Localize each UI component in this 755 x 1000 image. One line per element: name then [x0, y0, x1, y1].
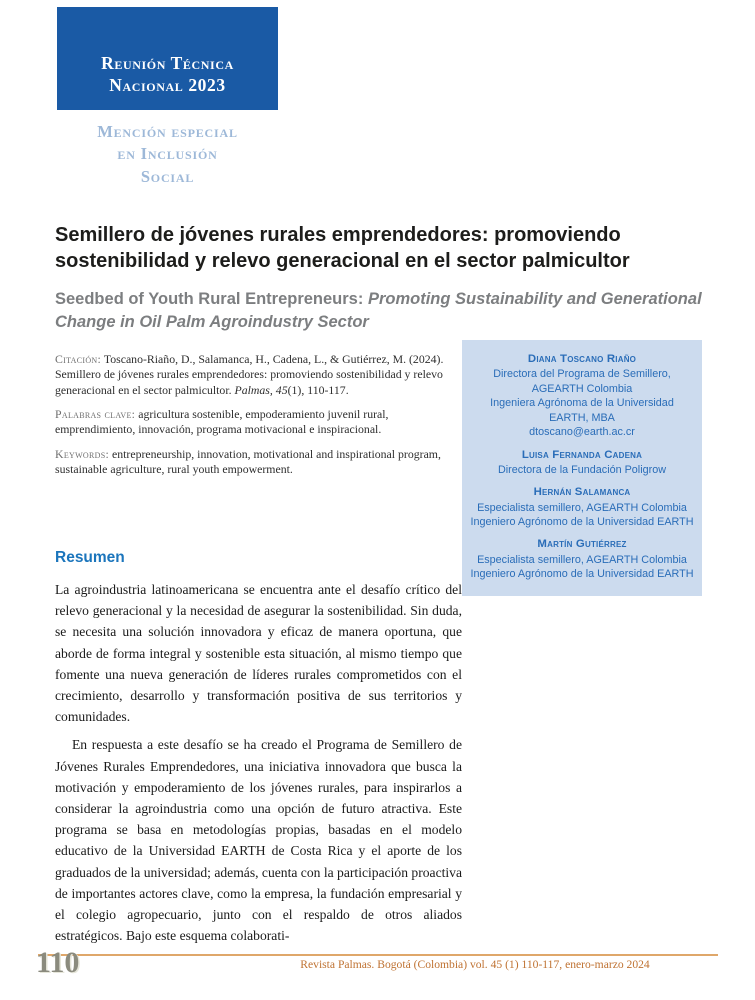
article-title-english-roman: Seedbed of Youth Rural Entrepreneurs: [55, 290, 368, 308]
mention-line1: Mención especial [97, 122, 238, 141]
keywords-english-label: Keywords: [55, 446, 110, 461]
event-title-line2: Nacional 2023 [109, 75, 226, 96]
page-number: 110 [36, 946, 80, 979]
author-email-link[interactable]: dtoscano@earth.ac.cr [529, 426, 635, 439]
citation-text: Toscano-Riaño, D., Salamanca, H., Cadena, L., & Gutiérrez, M. (2024). Semillero de jóvenes rurales emprendedores: promoviendo sostenibilidad y relevo generacional en el sector palmicultor. [55, 352, 444, 397]
author-entry [470, 352, 694, 440]
author-role: Ingeniera Agrónoma de la Universidad EARTH, MBA [490, 397, 674, 424]
author-name: Hernán Salamanca [533, 486, 631, 499]
abstract-body [55, 579, 462, 946]
mention-line2: en Inclusión [117, 144, 218, 164]
author-entry [470, 485, 694, 529]
citation-journal: Palmas, 45 [234, 382, 288, 397]
author-name: Diana Toscano Riaño [527, 353, 637, 365]
journal-footer-line: Revista Palmas. Bogotá (Colombia) vol. 45 (1) 110-117, enero-marzo 2024 [300, 958, 650, 971]
author-role: Directora de la Fundación Poligrow [497, 463, 667, 476]
footer-rule [38, 954, 718, 956]
author-entry [470, 448, 694, 478]
mention-line3: Social [140, 166, 195, 186]
article-title-spanish: Semillero de jóvenes rurales emprendedores: promoviendo sostenibilidad y relevo generacional en el sector palmicultor [55, 224, 630, 273]
citation-label: Citación: [55, 352, 102, 366]
event-banner [57, 7, 278, 110]
citation-pages: (1), 110-117. [287, 382, 349, 397]
author-name: Martín Gutiérrez [537, 538, 627, 551]
author-role: Especialista semillero, AGEARTH Colombia [477, 501, 687, 514]
event-title-line1: Reunión Técnica [101, 52, 234, 73]
keywords-spanish-text: agricultura sostenible, empoderamiento juvenil rural, emprendimiento, innovación, programa motivacional e inspiracional. [55, 406, 389, 437]
abstract-heading: Resumen [55, 549, 125, 566]
author-role: Ingeniero Agrónomo de la Universidad EARTH [470, 516, 694, 529]
article-metadata [55, 352, 457, 486]
authors-box [462, 340, 702, 596]
author-role: Directora del Programa de Semillero, AGEARTH Colombia [493, 368, 671, 395]
keywords-spanish-label: Palabras clave: [55, 406, 136, 421]
abstract-paragraph-2: En respuesta a este desafío se ha creado el Programa de Semillero de Jóvenes Rurales Emprendedores, una iniciativa innovadora que busca la motivación y empoderamiento de los jóvenes rurales, para inspirarlos a considerar la agroindustria como una opción de futuro atractiva. Este programa se basa en metodologías propias, basadas en el modelo educativo de la Universidad EARTH de Costa Rica y el aporte de los graduados de la universidad; además, cuenta con la participación proactiva de importantes actores clave, como la empresa, la fundación empresarial y el colegio agropecuario, junto con el respaldo de otros aliados estratégicos. Bajo este esquema colaborati- [55, 737, 462, 944]
article-title-english [55, 288, 705, 334]
author-role: Ingeniero Agrónomo de la Universidad EARTH [470, 568, 694, 581]
keywords-english [55, 447, 457, 478]
keywords-english-text: entrepreneurship, innovation, motivational and inspirational program, sustainable agriculture, rural youth empowerment. [55, 446, 441, 476]
article-title-english-italic: Promoting Sustainability and Generational Change in Oil Palm Agroindustry Sector [55, 290, 702, 332]
abstract-paragraph-1: La agroindustria latinoamericana se encuentra ante el desafío crítico del relevo generacional y la necesidad de asegurar la sostenibilidad. Sin duda, se necesita una solución innovadora y eficaz de manera oportuna, que aborde de forma integral y sostenible esta situación, al mismo tiempo que fomente una nueva generación de líderes rurales comprometidos con el crecimiento, desarrollo y transformación positiva de sus territorios y comunidades. [55, 582, 462, 725]
author-entry [470, 537, 694, 581]
author-name: Luisa Fernanda Cadena [521, 448, 643, 461]
citation [55, 352, 457, 398]
special-mention [57, 121, 278, 188]
keywords-spanish [55, 407, 457, 438]
author-role: Especialista semillero, AGEARTH Colombia [477, 553, 687, 566]
